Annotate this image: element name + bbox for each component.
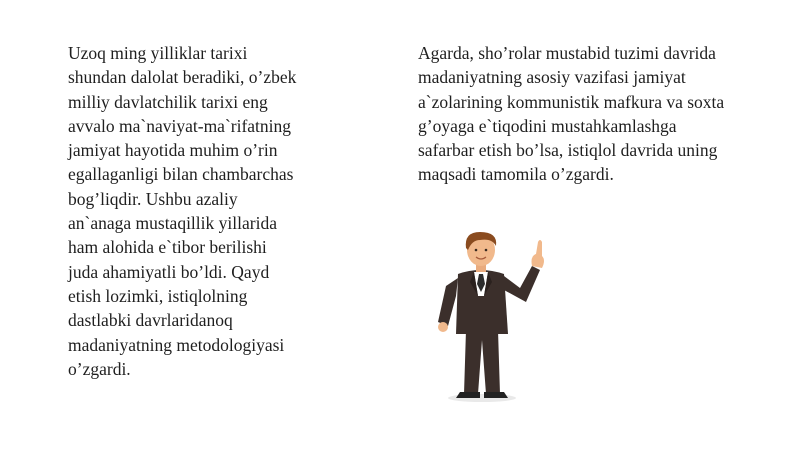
right-paragraph: Agarda, sho’rolar mustabid tuzimi davrida madaniyatning asosiy vazifasi jamiyat a`zolarining kommunistik mafkura va soxta g’oyaga e`tiqodini mustahkamlashga safarbar etish bo’lsa, istiqlol davrida uning maqsadi tamomila o’zgardi. xyxy=(418,43,725,185)
businessman-pointing-up-icon xyxy=(420,226,560,404)
left-paragraph: Uzoq ming yilliklar tarixi shundan dalolat beradiki, o’zbek milliy davlatchilik tarixi eng avvalo ma`naviyat-ma`rifatning jamiyat hayotida muhim o’rin egallaganligi bilan chambarchas bog’liqdir. Ushbu azaliy an`anaga mustaqillik yillarida ham alohida e`tibor berilishi juda ahamiyatli bo’ldi. Qayd etish lozimki, istiqlolning dastlabki davrlaridanoq madaniyatning metodologiyasi o’zgardi. xyxy=(68,43,297,379)
businessman-illustration xyxy=(420,226,560,404)
